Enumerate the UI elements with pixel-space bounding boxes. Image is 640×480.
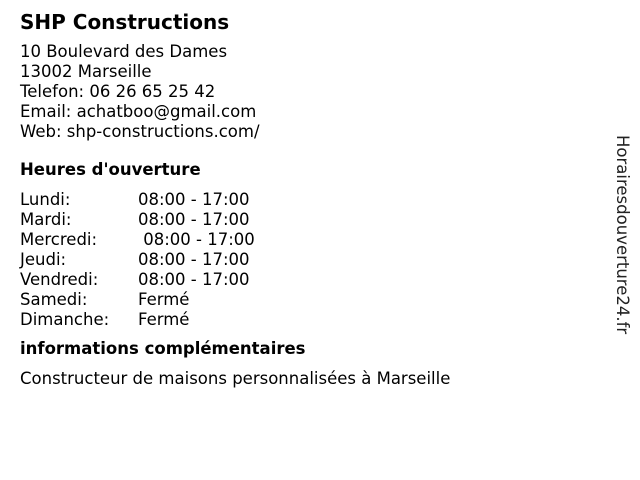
day-label: Lundi: <box>20 190 71 209</box>
day-hours: 08:00 - 17:00 <box>138 250 250 269</box>
hours-row-wednesday <box>20 230 600 250</box>
day-label: Mercredi: <box>20 230 98 249</box>
day-label: Vendredi: <box>20 270 99 289</box>
day-hours: Fermé <box>138 290 190 309</box>
address-line-2: 13002 Marseille <box>20 62 152 81</box>
info-heading: informations complémentaires <box>20 339 306 358</box>
business-name: SHP Constructions <box>20 10 230 34</box>
hours-table <box>20 190 600 330</box>
site-watermark: Horairesdouverture24.fr <box>613 135 632 335</box>
hours-heading: Heures d'ouverture <box>20 160 201 179</box>
hours-row-sunday <box>20 310 600 330</box>
contact-block <box>20 42 600 142</box>
hours-row-saturday <box>20 290 600 310</box>
day-label: Jeudi: <box>20 250 67 269</box>
day-hours: 08:00 - 17:00 <box>138 270 250 289</box>
day-label: Mardi: <box>20 210 72 229</box>
day-label: Dimanche: <box>20 310 110 329</box>
address-line-1: 10 Boulevard des Dames <box>20 42 228 61</box>
hours-row-thursday <box>20 250 600 270</box>
day-hours: 08:00 - 17:00 <box>138 190 250 209</box>
hours-row-friday <box>20 270 600 290</box>
day-hours: 08:00 - 17:00 <box>138 230 255 249</box>
day-hours: Fermé <box>138 310 190 329</box>
hours-row-monday <box>20 190 600 210</box>
web-line: Web: shp-constructions.com/ <box>20 122 260 141</box>
email-line: Email: achatboo@gmail.com <box>20 102 257 121</box>
day-hours: 08:00 - 17:00 <box>138 210 250 229</box>
phone-line: Telefon: 06 26 65 25 42 <box>20 82 216 101</box>
business-card <box>20 10 600 389</box>
day-label: Samedi: <box>20 290 88 309</box>
info-text: Constructeur de maisons personnalisées à Marseille <box>20 369 451 388</box>
hours-row-tuesday <box>20 210 600 230</box>
